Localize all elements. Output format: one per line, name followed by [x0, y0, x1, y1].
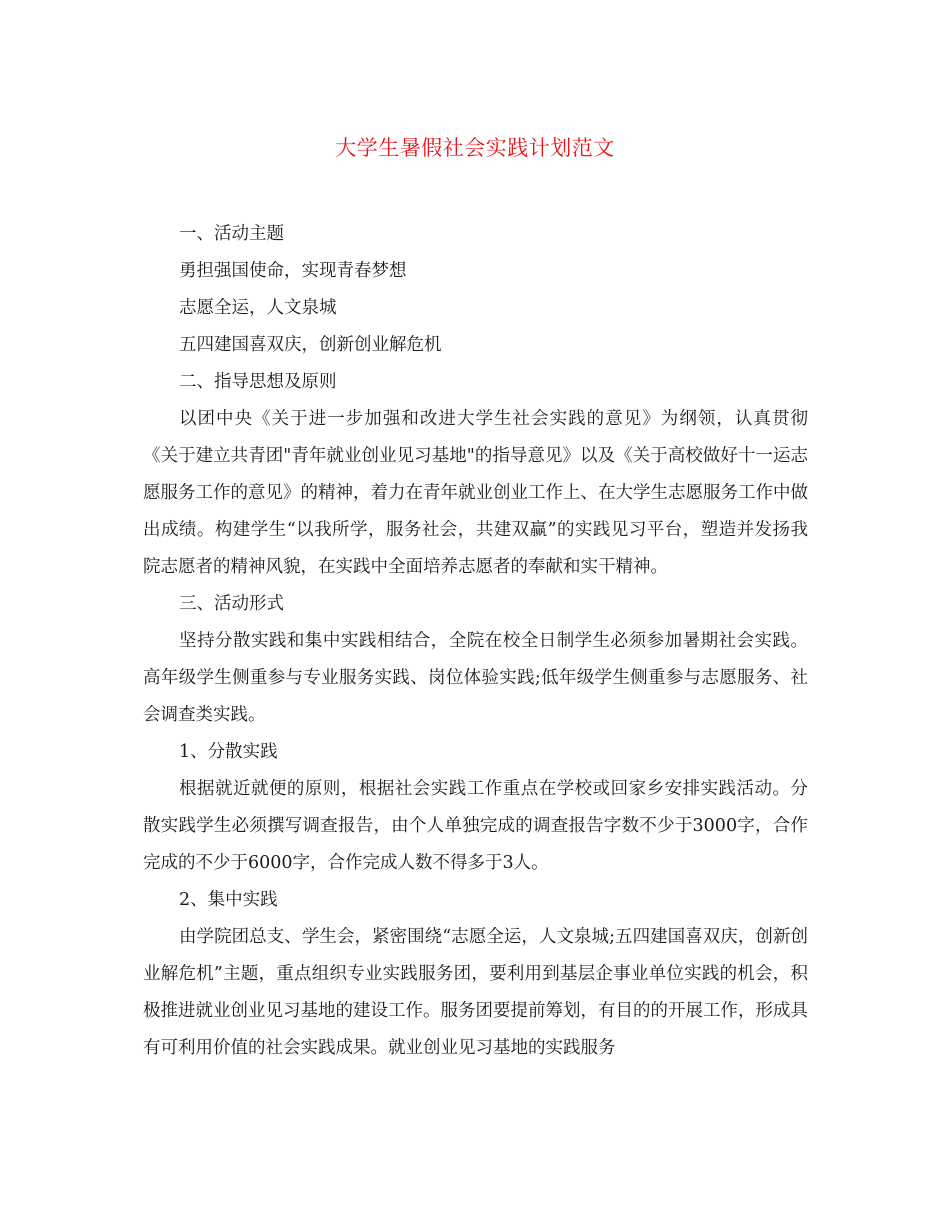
theme-line: 勇担强国使命，实现青春梦想: [179, 261, 407, 281]
section-heading-guiding-ideas: 二、指导思想及原则: [179, 372, 337, 392]
body-paragraph: 由学院团总支、学生会，紧密围绕“志愿全运，人文泉城;五四建国喜双庆，创新创业解危机”主题，重点组织专业实践服务团，要利用到基层企事业单位实践的机会，积极推进就业创业见习基地的建设工作。服务团要提前筹划，有目的的开展工作，形成具有可利用价值的社会实践成果。就业创业见习基地的实践服务: [143, 927, 808, 1058]
theme-line: 志愿全运，人文泉城: [179, 298, 337, 318]
body-paragraph: 以团中央《关于进一步加强和改进大学生社会实践的意见》为纲领，认真贯彻《关于建立共青团"青年就业创业见习基地"的指导意见》以及《关于高校做好十一运志愿服务工作的意见》的精神，着力在青年就业创业工作上、在大学生志愿服务工作中做出成绩。构建学生“以我所学，服务社会，共建双赢”的实践见习平台，塑造并发扬我院志愿者的精神风貌，在实践中全面培养志愿者的奉献和实干精神。: [143, 409, 808, 577]
document-body: [143, 216, 808, 1067]
theme-line: 五四建国喜双庆，创新创业解危机: [179, 335, 442, 355]
body-paragraph: 根据就近就便的原则，根据社会实践工作重点在学校或回家乡安排实践活动。分散实践学生必须撰写调查报告，由个人单独完成的调查报告字数不少于3000字，合作完成的不少于6000字，合作完成人数不得多于3人。: [143, 779, 808, 873]
subsection-heading-distributed: 1、分散实践: [179, 742, 278, 762]
section-heading-theme: 一、活动主题: [179, 224, 284, 244]
body-paragraph: 坚持分散实践和集中实践相结合，全院在校全日制学生必须参加暑期社会实践。高年级学生侧重参与专业服务实践、岗位体验实践;低年级学生侧重参与志愿服务、社会调查类实践。: [143, 631, 808, 725]
subsection-heading-centralized: 2、集中实践: [179, 890, 278, 910]
document-title: 大学生暑假社会实践计划范文: [335, 136, 615, 160]
section-heading-activity-form: 三、活动形式: [179, 594, 284, 614]
